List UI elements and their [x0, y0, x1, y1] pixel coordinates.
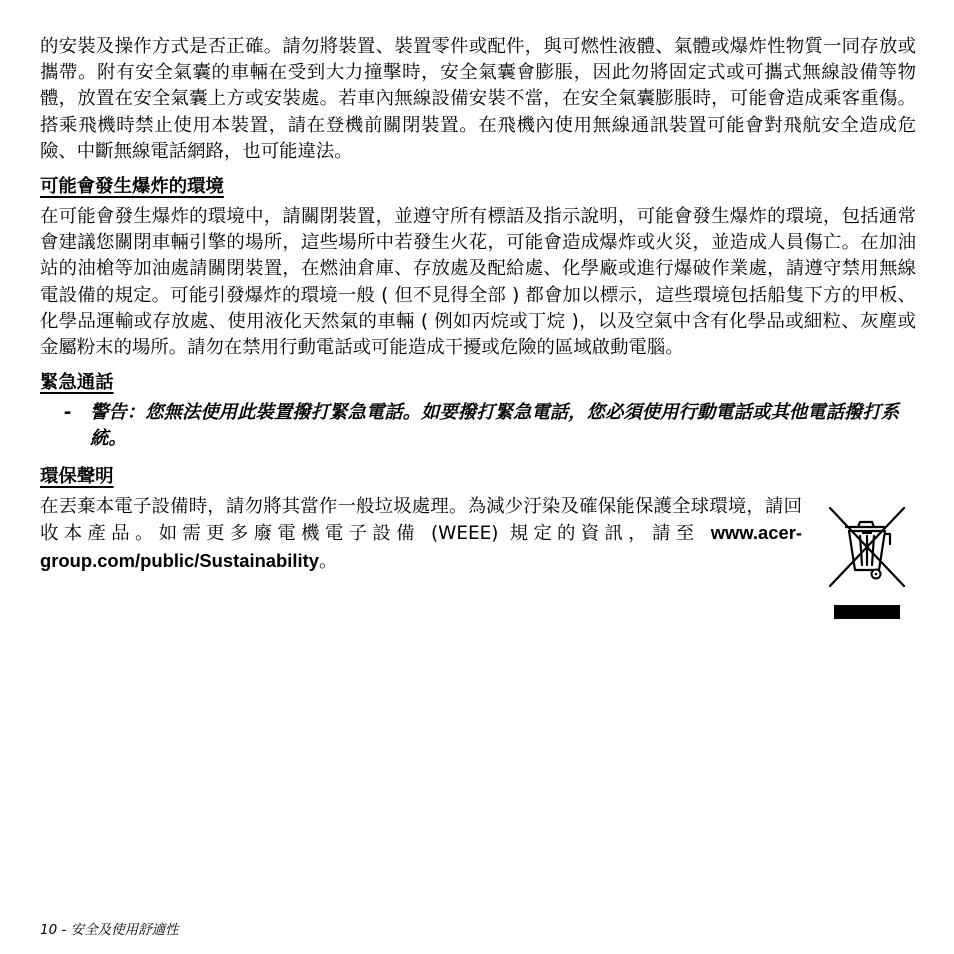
- warning-dash: -: [64, 402, 72, 424]
- explosive-environment-heading: 可能會發生爆炸的環境: [40, 176, 224, 198]
- emergency-warning: [64, 400, 916, 452]
- emergency-heading-wrap: [40, 370, 916, 396]
- page-footer: 10 - 安全及使用舒適性: [40, 922, 179, 938]
- emergency-warning-text: 警告：您無法使用此裝置撥打緊急電話。如要撥打緊急電話，您必須使用行動電話或其他電話撥打系統。: [90, 402, 900, 450]
- environment-text-before-link: 在丟棄本電子設備時，請勿將其當作一般垃圾處理。為減少汙染及確保能保護全球環境，請回收本產品。如需更多廢電機電子設備 (WEEE) 規定的資訊，請至: [40, 496, 802, 545]
- explosive-heading-wrap: [40, 174, 916, 200]
- crossed-out-wheelie-bin-icon: [824, 504, 910, 620]
- environment-block: [40, 494, 916, 620]
- document-page: [40, 34, 916, 620]
- environment-text-after-link: 。: [318, 550, 338, 572]
- emergency-call-heading: 緊急通話: [40, 372, 114, 394]
- environment-heading-wrap: [40, 464, 916, 490]
- environment-statement-heading: 環保聲明: [40, 466, 114, 488]
- sustainability-link[interactable]: www.acer-group.com/public/Sustainability: [40, 522, 802, 571]
- intro-paragraph: 的安裝及操作方式是否正確。請勿將裝置、裝置零件或配件，與可燃性液體、氣體或爆炸性物質一同存放或攜帶。附有安全氣囊的車輛在受到大力撞擊時，安全氣囊會膨脹，因此勿將固定式或可攜式無線設備等物體，放置在安全氣囊上方或安裝處。若車內無線設備安裝不當，在安全氣囊膨脹時，可能會造成乘客重傷。搭乘飛機時禁止使用本裝置，請在登機前關閉裝置。在飛機內使用無線通訊裝置可能會對飛航安全造成危險、中斷無線電話網路，也可能違法。: [40, 36, 916, 162]
- environment-paragraph: [40, 494, 802, 575]
- explosive-environment-paragraph: 在可能會發生爆炸的環境中，請關閉裝置，並遵守所有標語及指示說明，可能會發生爆炸的環境，包括通常會建議您關閉車輛引擎的場所，這些場所中若發生火花，可能會造成爆炸或火災，並造成人員傷亡。在加油站的油槍等加油處請關閉裝置，在燃油倉庫、存放處及配給處、化學廠或進行爆破作業處，請遵守禁用無線電設備的規定。可能引發爆炸的環境一般 ( 但不見得全部 ) 都會加以標示，這些環境包括船隻下方的甲板、化學品運輸或存放處、使用液化天然氣的車輛 ( 例如丙烷或丁烷 )，以及空氣中含有化學品或細粒、灰塵或金屬粉末的場所。請勿在禁用行動電話或可能造成干擾或危險的區域啟動電腦。: [40, 206, 916, 359]
